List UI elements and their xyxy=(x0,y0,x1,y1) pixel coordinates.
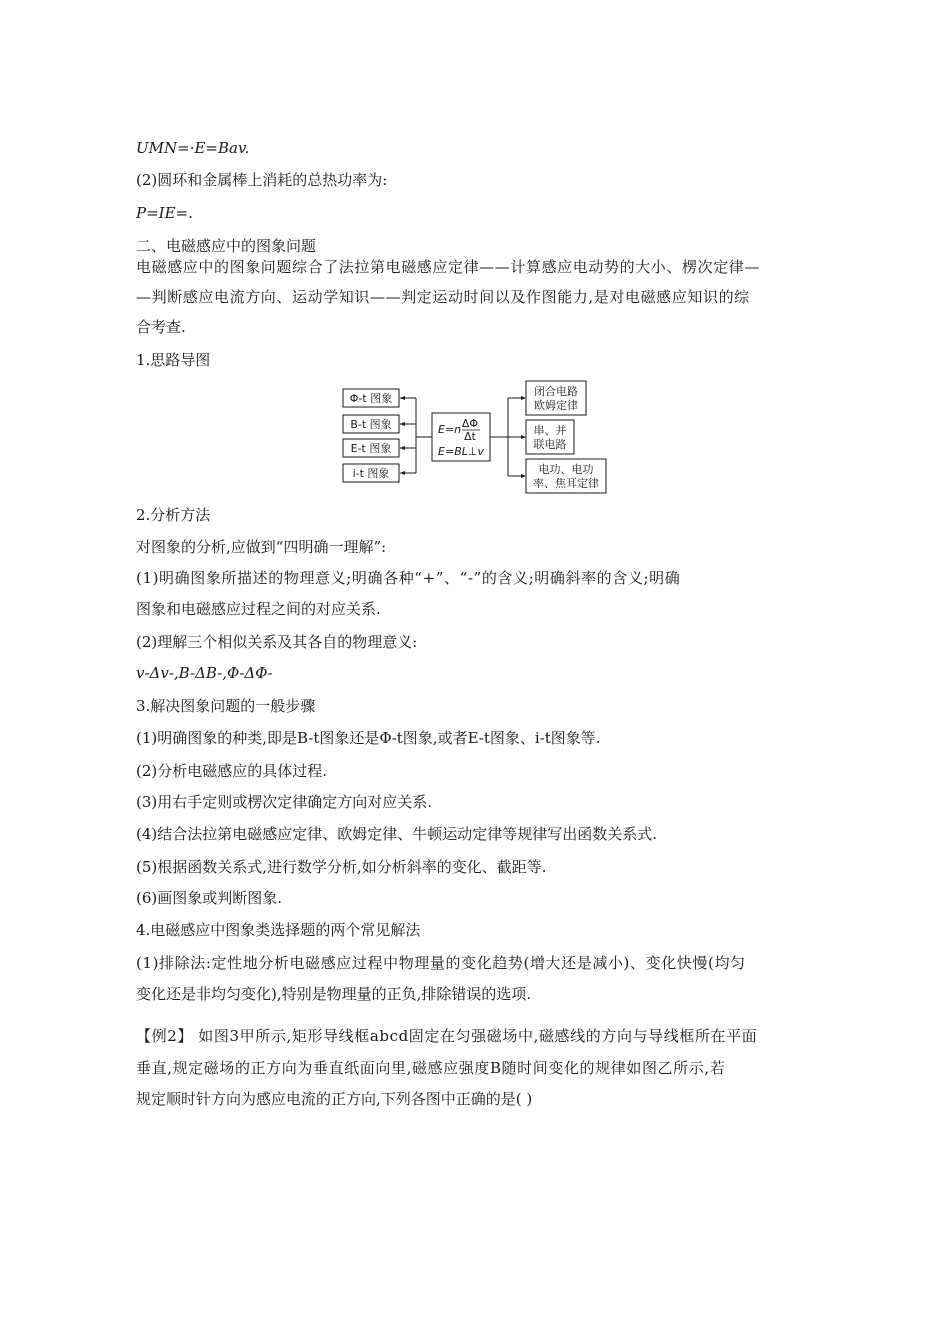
text-line: 垂直,规定磁场的正方向为垂直纸面向里,磁感应强度B随时间变化的规律如图乙所示,若 xyxy=(136,1059,726,1077)
text-line: (1)明确图象的种类,即是B-t图象还是Φ-t图象,或者E-t图象、i-t图象等. xyxy=(136,729,601,747)
right-label: 串、并 xyxy=(533,424,567,437)
section-heading: 二、电磁感应中的图象问题 xyxy=(136,237,317,255)
right-label: 电功、电功 xyxy=(538,463,594,476)
right-label: 率、焦耳定律 xyxy=(533,477,599,490)
text-line: 规定顺时针方向为感应电流的正方向,下列各图中正确的是( ) xyxy=(136,1090,533,1108)
text-line: (2)理解三个相似关系及其各自的物理意义: xyxy=(136,633,418,651)
subsection-heading: 4.电磁感应中图象类选择题的两个常见解法 xyxy=(136,921,421,939)
power-formula: P=IE=. xyxy=(136,204,193,222)
text-line: (5)根据函数关系式,进行数学分析,如分析斜率的变化、截距等. xyxy=(136,858,547,876)
left-label: Φ-t 图象 xyxy=(349,392,393,405)
text-line: 变化还是非均匀变化),特别是物理量的正负,排除错误的选项. xyxy=(136,985,532,1003)
left-label: B-t 图象 xyxy=(350,418,392,431)
right-label: 欧姆定律 xyxy=(534,399,578,412)
text-line: 对图象的分析,应做到“四明确一理解”: xyxy=(136,538,387,556)
subsection-heading: 1.思路导图 xyxy=(136,351,211,369)
text-line: 合考查. xyxy=(136,318,186,336)
left-label: E-t 图象 xyxy=(350,442,392,455)
subsection-heading: 2.分析方法 xyxy=(136,506,211,524)
voltage-formula: UMN=·E=Bav. xyxy=(136,139,250,157)
mind-map-diagram xyxy=(340,377,610,495)
center-formula: E=n xyxy=(438,423,462,436)
text-line: (4)结合法拉第电磁感应定律、欧姆定律、牛顿运动定律等规律写出函数关系式. xyxy=(136,825,658,843)
text-line: 图象和电磁感应过程之间的对应关系. xyxy=(136,600,381,618)
left-label: i-t 图象 xyxy=(352,467,390,480)
subsection-heading: 3.解决图象问题的一般步骤 xyxy=(136,697,316,715)
center-fraction-den: Δt xyxy=(464,430,476,443)
text-line: 电磁感应中的图象问题综合了法拉第电磁感应定律——计算感应电动势的大小、楞次定律— xyxy=(136,258,761,276)
formula-line: v-Δv-,B-ΔB-,Φ-ΔΦ- xyxy=(136,664,273,682)
right-label: 联电路 xyxy=(533,438,567,451)
center-fraction-num: ΔΦ xyxy=(461,417,479,430)
text-line: (6)画图象或判断图象. xyxy=(136,889,283,907)
text-line: (2)圆环和金属棒上消耗的总热功率为: xyxy=(136,171,388,189)
text-line: (1)明确图象所描述的物理意义;明确各种“+”、“-”的含义;明确斜率的含义;明确 xyxy=(136,569,681,587)
text-line: (1)排除法:定性地分析电磁感应过程中物理量的变化趋势(增大还是减小)、变化快慢(均匀 xyxy=(136,954,746,972)
center-formula-2: E=BL⊥v xyxy=(438,445,484,458)
text-line: —判断感应电流方向、运动学知识——判定运动时间以及作图能力,是对电磁感应知识的综 xyxy=(136,288,750,306)
text-line: (3)用右手定则或楞次定律确定方向对应关系. xyxy=(136,793,433,811)
text-line: (2)分析电磁感应的具体过程. xyxy=(136,762,328,780)
example-question: 【例2】 如图3甲所示,矩形导线框abcd固定在匀强磁场中,磁感线的方向与导线框所在平面 xyxy=(136,1027,758,1045)
right-label: 闭合电路 xyxy=(534,385,578,398)
